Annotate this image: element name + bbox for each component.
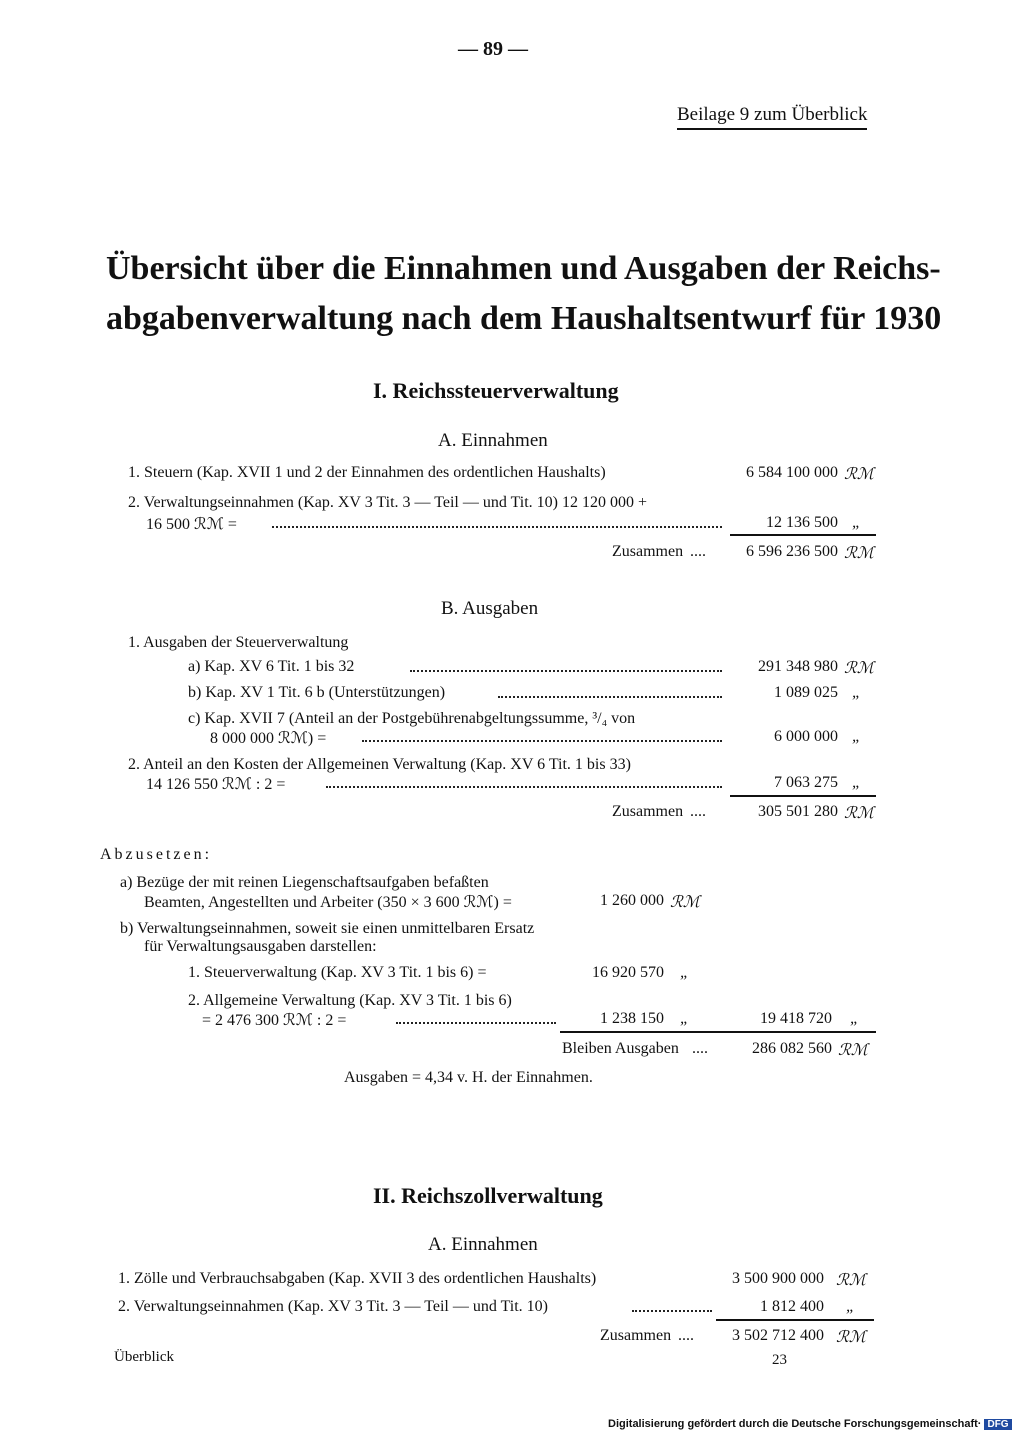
total-unit: ℛℳ (836, 1329, 866, 1346)
footer-left: Überblick (114, 1349, 174, 1365)
subheading-ausgaben: B. Ausgaben (441, 598, 539, 619)
total-unit: ℛℳ (844, 545, 874, 562)
total-label: Zusammen (600, 1327, 672, 1344)
page-number: — 89 — (458, 38, 528, 60)
leader-dots (498, 696, 722, 698)
item-text-cont: Beamten, Angestellten und Arbeiter (350 × 3 600 ℛℳ) = (144, 894, 512, 911)
sum-rule (560, 1031, 876, 1033)
item-value: 1 089 025 (774, 684, 838, 701)
leader-dots (396, 1022, 556, 1024)
total-unit: ℛℳ (838, 1042, 868, 1059)
item-unit: „ (680, 1010, 689, 1027)
item-unit: „ (852, 684, 861, 701)
item-text: b) Verwaltungseinnahmen, soweit sie einen unmittelbaren Ersatz (120, 920, 535, 937)
item-value: 1 238 150 (600, 1010, 664, 1027)
item-text: a) Bezüge der mit reinen Liegenschaftsaufgaben befaßten (120, 874, 489, 891)
ausgaben-item-1: 1. Ausgaben der Steuerverwaltung (128, 634, 349, 651)
item-text: 2. Anteil an den Kosten der Allgemeinen Verwaltung (Kap. XV 6 Tit. 1 bis 33) (128, 756, 631, 773)
sum-rule (730, 534, 876, 536)
sum-rule (716, 1319, 874, 1321)
total-label: Bleiben Ausgaben (562, 1040, 679, 1057)
item-value: 291 348 980 (758, 658, 838, 675)
item-text: c) Kap. XVII 7 (Anteil an der Postgebührenabgeltungssumme, ³/₄ von (188, 710, 636, 727)
abzusetzen-heading: Abzusetzen: (100, 846, 213, 863)
item-text: 1. Steuerverwaltung (Kap. XV 3 Tit. 1 bis 6) = (188, 964, 487, 981)
item-text-cont: für Verwaltungsausgaben darstellen: (144, 938, 377, 955)
item-text: 1. Steuern (Kap. XVII 1 und 2 der Einnahmen des ordentlichen Haushalts) (128, 464, 606, 481)
leader-dots (272, 526, 722, 528)
item-unit: ℛℳ (670, 894, 700, 911)
leader-dots (362, 740, 722, 742)
item-text: b) Kap. XV 1 Tit. 6 b (Unterstützungen) (188, 684, 446, 701)
item-text-cont: 14 126 550 ℛℳ : 2 = (146, 776, 286, 793)
total-value: 305 501 280 (758, 803, 838, 820)
total-label: Zusammen (612, 803, 684, 820)
leader-dots (410, 670, 722, 672)
item-value: 16 920 570 (592, 964, 664, 981)
total-value: 6 596 236 500 (746, 543, 838, 560)
page-title-line1: Übersicht über die Einnahmen und Ausgaben der Reichs- (106, 250, 941, 287)
leader-dots (632, 1310, 712, 1312)
item-text: a) Kap. XV 6 Tit. 1 bis 32 (188, 658, 355, 675)
item-unit: „ (852, 728, 861, 745)
item-text: 2. Verwaltungseinnahmen (Kap. XV 3 Tit. 3 — Teil — und Tit. 10) (118, 1298, 549, 1315)
dfg-credit: Digitalisierung gefördert durch die Deutsche Forschungsgemeinschaft· DFG (608, 1418, 1012, 1430)
footer-page-number: 23 (772, 1352, 787, 1368)
total-value: 3 502 712 400 (732, 1327, 824, 1344)
item-value: 7 063 275 (774, 774, 838, 791)
total-dots: .... (690, 803, 706, 820)
item-value: 3 500 900 000 (732, 1270, 824, 1287)
item-text-cont: 8 000 000 ℛℳ) = (210, 730, 327, 747)
item-unit: „ (846, 1298, 855, 1315)
item-unit: ℛℳ (844, 660, 874, 677)
item-text: 2. Allgemeine Verwaltung (Kap. XV 3 Tit. 1 bis 6) (188, 992, 512, 1009)
dfg-credit-text: Digitalisierung gefördert durch die Deutsche Forschungsgemeinschaft (608, 1418, 978, 1430)
section-heading-reichszoll: II. Reichszollverwaltung (373, 1183, 603, 1208)
item-value: 6 000 000 (774, 728, 838, 745)
total-unit: ℛℳ (844, 805, 874, 822)
item-text: 1. Zölle und Verbrauchsabgaben (Kap. XVII 3 des ordentlichen Haushalts) (118, 1270, 597, 1287)
item-unit: ℛℳ (836, 1272, 866, 1289)
sum-unit: „ (850, 1010, 859, 1027)
item-unit: „ (852, 514, 861, 531)
total-value: 286 082 560 (752, 1040, 832, 1057)
sum-rule (730, 795, 876, 797)
expense-ratio: Ausgaben = 4,34 v. H. der Einnahmen. (344, 1069, 593, 1086)
total-dots: .... (692, 1040, 708, 1057)
item-value: 1 260 000 (600, 892, 664, 909)
item-text-cont: = 2 476 300 ℛℳ : 2 = (202, 1012, 347, 1029)
item-value: 12 136 500 (766, 514, 838, 531)
subheading-einnahmen: A. Einnahmen (438, 430, 548, 451)
subheading-einnahmen-zoll: A. Einnahmen (428, 1234, 538, 1255)
dfg-logo: DFG (984, 1419, 1011, 1430)
sum-value: 19 418 720 (760, 1010, 832, 1027)
total-dots: .... (678, 1327, 694, 1344)
section-heading-reichssteuer: I. Reichssteuerverwaltung (373, 378, 619, 403)
item-unit: „ (680, 964, 689, 981)
leader-dots (326, 786, 722, 788)
item-text: 2. Verwaltungseinnahmen (Kap. XV 3 Tit. 3 — Teil — und Tit. 10) 12 120 000 + (128, 494, 648, 511)
item-unit: „ (852, 774, 861, 791)
total-dots: .... (690, 543, 706, 560)
item-unit: ℛℳ (844, 466, 874, 483)
page-title-line2: abgabenverwaltung nach dem Haushaltsentwurf für 1930 (106, 300, 942, 337)
total-label: Zusammen (612, 543, 684, 560)
item-text-cont: 16 500 ℛℳ = (146, 516, 237, 533)
item-value: 1 812 400 (760, 1298, 824, 1315)
supplement-label: Beilage 9 zum Überblick (677, 104, 867, 130)
item-value: 6 584 100 000 (746, 464, 838, 481)
